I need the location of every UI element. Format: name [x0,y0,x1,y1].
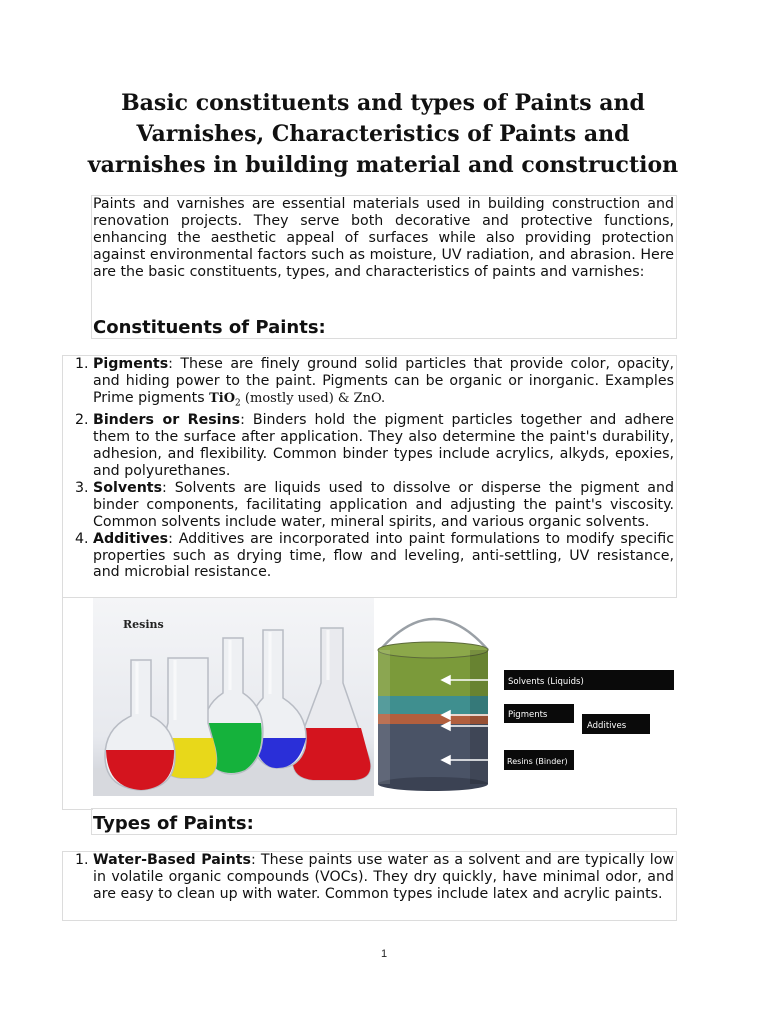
item-term: Binders or Resins [93,412,241,429]
flask-label: Resins [123,618,164,631]
item-term: Water-Based Paints [93,852,251,868]
resins-flasks-image [93,598,374,796]
item-text: : Solvents are liquids used to dissolve or disperse the pigment and binder components, facilitating application and adjusting the paint's viscosity. Common solvents include water, mineral spirits, and various organic solvents. [93,479,674,530]
item-term: Additives [93,530,169,547]
constituents-list [62,356,674,581]
types-list [62,852,674,903]
formula-subscript: 2 [235,398,241,409]
item-text: : Binders hold the pigment particles together and adhere them to the surface after application. They also determine the paint's durability, adhesion, and flexibility. Common binder types include acrylics, alkyds, epoxies, and polyurethanes. [93,412,674,480]
item-text: : These are finely ground solid particles that provide color, opacity, and hiding power to the paint. Pigments can be organic or inorganic. Examples Prime pigments [93,356,674,406]
item-term: Solvents [93,479,163,496]
flasks-illustration [93,598,374,796]
pigments-label: Pigments [508,710,548,720]
types-heading: Types of Paints: [93,813,254,834]
paint-can-image [374,598,676,796]
additives-label: Additives [587,721,627,731]
item-term: Pigments [93,356,169,372]
list-item [93,531,674,582]
list-item [93,480,674,531]
list-item [93,412,674,480]
figure-frame [62,598,93,810]
item-text: : Additives are incorporated into paint formulations to modify specific properties such as drying time, flow and leveling, anti-settling, UV resistance, and microbial resistance. [93,530,674,581]
list-item [93,852,674,903]
formula: TiO [209,390,236,406]
page-title: Basic constituents and types of Paints and Varnishes, Characteristics of Paints and varnishes in building material and construction [87,90,679,178]
item-text: : These paints use water as a solvent and are typically low in volatile organic compounds (VOCs). They dry quickly, have minimal odor, and are easy to clean up with water. Common types include latex and acrylic paints. [93,852,675,902]
item-suffix: (mostly used) & ZnO. [240,390,386,406]
solvents-label: Solvents (Liquids) [508,677,584,687]
constituents-heading: Constituents of Paints: [93,317,326,338]
list-item [93,356,674,412]
page-number: 1 [380,948,388,960]
intro-paragraph: Paints and varnishes are essential materials used in building construction and renovation projects. They serve both decorative and protective functions, enhancing the aesthetic appeal of surfaces while also providing protection against environmental factors such as moisture, UV radiation, and abrasion. Here are the basic constituents, types, and characteristics of paints and varnishes: [93,196,674,280]
resins-binder-label: Resins (Binder) [507,757,568,766]
paint-can-illustration [374,598,676,796]
